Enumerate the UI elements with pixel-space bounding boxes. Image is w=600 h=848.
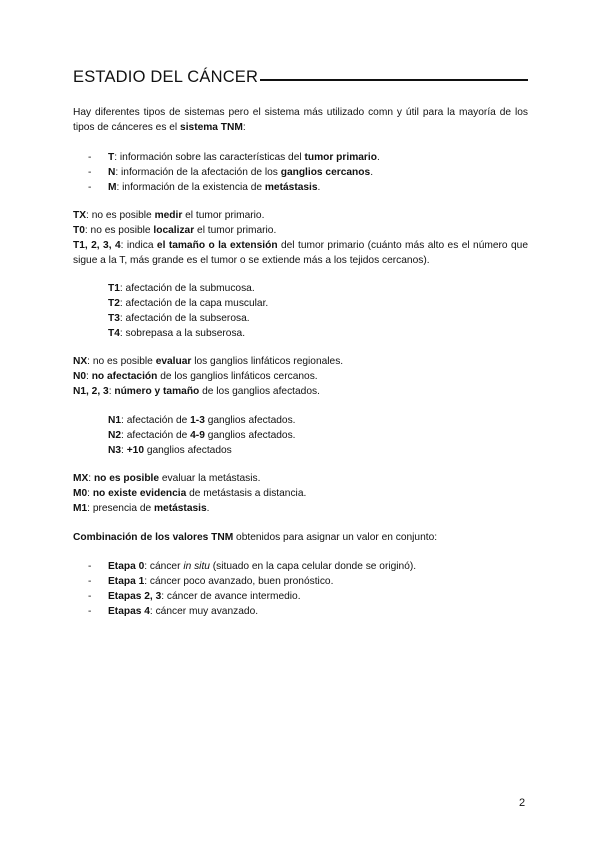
t0-line: T0: no es posible localizar el tumor primario. bbox=[73, 225, 277, 236]
intro-paragraph bbox=[73, 105, 528, 135]
list-item: - Etapas 4: cáncer muy avanzado. bbox=[88, 604, 416, 619]
m-section bbox=[73, 471, 528, 516]
nx-line: NX: no es posible evaluar los ganglios linfáticos regionales. bbox=[73, 356, 344, 367]
n123-line: N1, 2, 3: número y tamaño de los ganglios afectados. bbox=[73, 386, 320, 397]
list-item: - T: información sobre las características del tumor primario. bbox=[88, 150, 380, 165]
intro-bold: sistema TNM bbox=[180, 122, 243, 133]
m1-line: M1: presencia de metástasis. bbox=[73, 503, 210, 514]
title-underline bbox=[260, 79, 528, 81]
n-section bbox=[73, 354, 528, 399]
t-sublist bbox=[108, 281, 268, 341]
list-item: - N: información de la afectación de los ganglios cercanos. bbox=[88, 165, 380, 180]
combination-line: Combinación de los valores TNM obtenidos para asignar un valor en conjunto: bbox=[73, 532, 438, 543]
list-item: - Etapa 1: cáncer poco avanzado, buen pronóstico. bbox=[88, 574, 416, 589]
stages-list bbox=[88, 559, 416, 619]
n-sublist bbox=[108, 413, 296, 458]
list-item: - M: información de la existencia de metástasis. bbox=[88, 180, 380, 195]
mx-line: MX: no es posible evaluar la metástasis. bbox=[73, 473, 261, 484]
list-item: N3: +10 ganglios afectados bbox=[108, 445, 232, 456]
list-item: T2: afectación de la capa muscular. bbox=[108, 298, 269, 309]
list-item: N2: afectación de 4-9 ganglios afectados. bbox=[108, 430, 296, 441]
page-number: 2 bbox=[519, 797, 526, 809]
intro-text: Hay diferentes tipos de sistemas pero el sistema más utilizado comn y útil para la mayoría de los tipos de cánceres es el bbox=[73, 107, 528, 133]
page-title: ESTADIO DEL CÁNCER bbox=[73, 68, 259, 86]
m0-line: M0: no existe evidencia de metástasis a distancia. bbox=[73, 488, 307, 499]
title-row bbox=[73, 68, 528, 87]
list-item: T3: afectación de la subserosa. bbox=[108, 313, 250, 324]
list-item: T4: sobrepasa a la subserosa. bbox=[108, 328, 246, 339]
list-item: - Etapas 2, 3: cáncer de avance intermedio. bbox=[88, 589, 416, 604]
list-item: T1: afectación de la submucosa. bbox=[108, 283, 255, 294]
n0-line: N0: no afectación de los ganglios linfáticos cercanos. bbox=[73, 371, 318, 382]
t-section bbox=[73, 208, 528, 268]
list-item: N1: afectación de 1-3 ganglios afectados. bbox=[108, 415, 296, 426]
list-item: - Etapa 0: cáncer in situ (situado en la capa celular donde se originó). bbox=[88, 559, 416, 574]
tx-line: TX: no es posible medir el tumor primario. bbox=[73, 210, 265, 221]
t1234-line: T1, 2, 3, 4: indica el tamaño o la extensión del tumor primario (cuánto más alto es el número que sigue a la T, más grande es el tumor o se extiende más a los tejidos cercanos). bbox=[73, 240, 528, 266]
intro-text-end: : bbox=[242, 122, 246, 133]
tnm-list bbox=[88, 150, 380, 195]
